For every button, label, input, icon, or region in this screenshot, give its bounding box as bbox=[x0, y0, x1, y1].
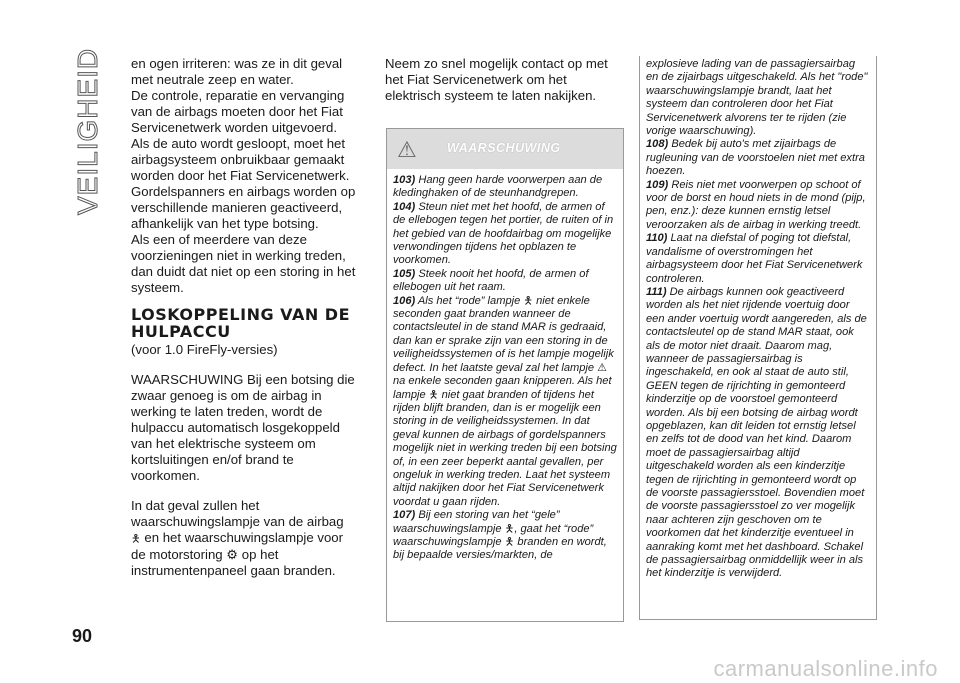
warning-item: 110) Laat na diefstal of poging tot diefstal, vandalisme of overstromingen het airbagsysteem door het Fiat Servicenetwerk controleren. bbox=[646, 232, 863, 285]
warning-box bbox=[386, 128, 624, 622]
warning-body bbox=[387, 169, 623, 621]
section-subheading: (voor 1.0 FireFly-versies) bbox=[131, 342, 278, 357]
warning-item: 106) Als het “rode” lampje 🯅 niet enkele seconden gaat branden wanneer de contactsleutel in de stand MAR is gedraaid, dan kan er sprake zijn van een storing in de veiligheidssystemen of is het lampje mogelijk defect. In het laatste geval zal het lampje ⚠ na enkele seconden gaan knipperen. Als het lampje 🯅 niet gaat branden of tijdens het rijden blijft branden, dan is er mogelijk een storing in de veiligheidssystemen. In dat geval kunnen de airbags of gordelspanners mogelijk niet in werking treden bij een botsing of, in een zeer beperkt aantal gevallen, per ongeluk in werking treden. Laat het systeem altijd nakijken door het Fiat Servicenetwerk voordat u gaan rijden. bbox=[393, 294, 617, 508]
warning-item: 103) Hang geen harde voorwerpen aan de kledinghaken of de steunhandgrepen. bbox=[393, 174, 603, 200]
warning-body bbox=[640, 56, 876, 616]
paragraph: In dat geval zullen het waarschuwingslampje van de airbag 🯅 en het waarschuwingslampje voor de motorstoring ⚙ op het instrumentenpaneel gaan branden. bbox=[131, 498, 344, 578]
warning-item: 105) Steek nooit het hoofd, de armen of ellebogen uit het raam. bbox=[393, 267, 589, 294]
engine-check-icon: ⚙ bbox=[226, 547, 239, 562]
section-side-title bbox=[72, 47, 112, 215]
column-1 bbox=[131, 56, 356, 579]
paragraph: WAARSCHUWING Bij een botsing die zwaar genoeg is om de airbag in werking te laten treden, wordt de hulpaccu automatisch losgekoppeld van het elektrische systeem om kortsluitingen en/of brand te voorkomen. bbox=[131, 372, 355, 483]
paragraph: Als de auto wordt gesloopt, moet het airbagsysteem onbruikbaar gemaakt worden door het Fiat Servicenetwerk. Gordelspanners en airbags worden op verschillende manieren geactiveerd, afhankelijk van het type botsing. bbox=[131, 136, 356, 231]
side-title-text: VEILIGHEID bbox=[72, 47, 103, 215]
airbag-warning-icon: 🯅 bbox=[523, 294, 534, 307]
warning-item: explosieve lading van de passagiersairbag en de zijairbags uitgeschakeld. Als het "rode" waarschuwingslampje brandt, laat het systeem dan controleren door het Fiat Servicenetwerk alvorens ter te rijden (zie vorige waarschuwing). bbox=[646, 58, 868, 138]
paragraph: Als een of meerdere van deze voorzieningen niet in werking treden, dan duidt dat niet op een storing in het systeem. bbox=[131, 232, 356, 295]
airbag-warning-icon: 🯅 bbox=[504, 522, 515, 535]
warning-triangle-icon: ⚠ bbox=[397, 137, 417, 162]
warning-triangle-icon: ⚠ bbox=[597, 361, 608, 374]
paragraph: Neem zo snel mogelijk contact op met het Fiat Servicenetwerk om het elektrisch systeem te laten nakijken. bbox=[385, 56, 608, 103]
warning-box-continued bbox=[639, 56, 877, 620]
warning-item: 107) Bij een storing van het “gele” waarschuwingslampje 🯅, gaat het “rode” waarschuwingslampje 🯅 branden en wordt, bij bepaalde versies/markten, de bbox=[393, 509, 607, 562]
warning-header bbox=[387, 129, 623, 169]
airbag-warning-icon: 🯅 bbox=[131, 533, 141, 545]
airbag-warning-icon: 🯅 bbox=[428, 388, 439, 401]
column-2 bbox=[385, 56, 625, 104]
airbag-warning-icon: 🯅 bbox=[504, 535, 515, 548]
paragraph: en ogen irriteren: was ze in dit geval met neutrale zeep en water. bbox=[131, 56, 343, 87]
page-number: 90 bbox=[72, 626, 93, 646]
warning-item: 108) Bedek bij auto's met zijairbags de rugleuning van de voorstoelen niet met extra hoezen. bbox=[646, 138, 865, 178]
section-heading: LOSKOPPELING VAN DE HULPACCU bbox=[131, 305, 351, 341]
footer-watermark: carmanualsonline.info bbox=[713, 656, 938, 681]
paragraph: De controle, reparatie en vervanging van de airbags moeten door het Fiat Servicenetwerk worden uitgevoerd. bbox=[131, 88, 345, 135]
warning-item: 109) Reis niet met voorwerpen op schoot of voor de borst en houd niets in de mond (pijp, pen, enz.): deze kunnen ernstig letsel veroorzaken als de airbag in werking treedt. bbox=[646, 178, 866, 231]
warning-label: WAARSCHUWING bbox=[447, 141, 561, 155]
warning-item: 111) De airbags kunnen ook geactiveerd worden als het niet rijdende voertuig door een ander voertuig wordt aangereden, als de contactsleutel op de stand MAR staat, ook als de motor niet draait. Daarom mag, wanneer de passagiersairbag is ingeschakeld, en ook al staat de auto stil, GEEN tegen de rijrichting in gemonteerd kinderzitje op de voorstoel gemonteerd worden. Als bij een botsing de airbag wordt opgeblazen, kan dit leiden tot ernstig letsel en zelfs tot de dood van het kind. Daarom moet de passagiersairbag altijd uitgeschakeld worden als een kinderzitje tegen de rijrichting in gemonteerd wordt op de voorste passagiersstoel. Bovendien moet de voorste passagiersstoel zo ver mogelijk naar achteren zijn geschoven om te voorkomen dat het kinderzitje eventueel in aanraking komt met het dashboard. Schakel de passagiersairbag onmiddellijk weer in als het kinderzitje is verwijderd. bbox=[646, 285, 867, 580]
warning-item: 104) Steun niet met het hoofd, de armen of de ellebogen tegen het portier, de ruiten of in het gebied van de hoofdairbag om mogelijke verwondingen tijdens het opblazen te voorkomen. bbox=[393, 200, 614, 267]
